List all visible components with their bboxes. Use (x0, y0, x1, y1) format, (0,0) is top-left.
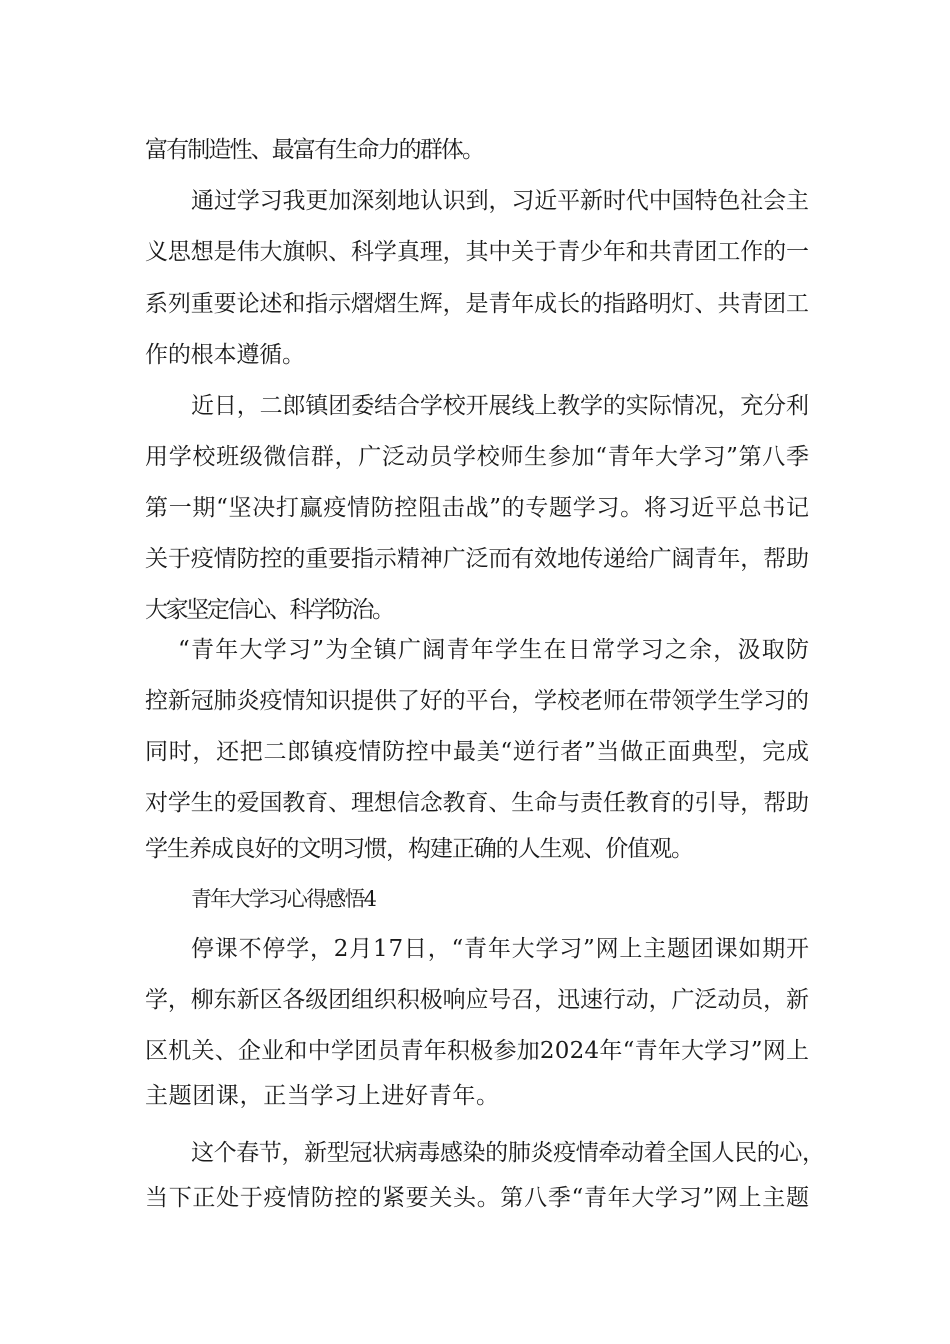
section-heading (0, 879, 950, 919)
text-line-content: 关于疫情防控的重要指示精神广泛而有效地传递给广阔青年，帮助 (145, 546, 809, 572)
text-line (0, 232, 950, 272)
text-line-content: 区机关、企业和中学团员青年积极参加2024年“青年大学习”网上 (145, 1038, 810, 1064)
section-heading-text: 青年大学习心得感悟4 (191, 887, 376, 911)
text-line (0, 681, 950, 721)
text-line-content: 当下正处于疫情防控的紧要关头。第八季“青年大学习”网上主题 (145, 1185, 810, 1211)
text-line-content: 停课不停学，2月17日，“青年大学习”网上主题团课如期开 (191, 936, 810, 962)
text-line (0, 1076, 950, 1116)
text-line-content: 系列重要论述和指示熠熠生辉，是青年成长的指路明灯、共青团工 (145, 291, 809, 317)
text-line (0, 284, 950, 324)
text-line-content: 作的根本遵循。 (145, 342, 305, 368)
text-line (0, 783, 950, 823)
text-line-content: 学生养成良好的文明习惯，构建正确的人生观、价值观。 (145, 836, 693, 862)
text-line-content: 这个春节，新型冠状病毒感染的肺炎疫情牵动着全国人民的心， (191, 1140, 825, 1166)
text-line (0, 1133, 950, 1173)
text-line (0, 539, 950, 579)
text-line-content: 富有制造性、最富有生命力的群体。 (145, 137, 484, 163)
text-line (0, 829, 950, 869)
text-line-content: 控新冠肺炎疫情知识提供了好的平台，学校老师在带领学生学习的 (145, 688, 809, 714)
text-line (0, 1178, 950, 1218)
text-line-content: 同时，还把二郎镇疫情防控中最美“逆行者”当做正面典型，完成 (145, 739, 810, 765)
text-line (0, 929, 950, 969)
text-line (0, 181, 950, 221)
text-line (0, 130, 950, 170)
text-line (0, 1031, 950, 1071)
text-line (0, 386, 950, 426)
text-line-content: 通过学习我更加深刻地认识到，习近平新时代中国特色社会主 (191, 188, 809, 214)
text-line-content: “青年大学习”为全镇广阔青年学生在日常学习之余，汲取防 (178, 637, 811, 663)
text-line (0, 732, 950, 772)
text-line-content: 义思想是伟大旗帜、科学真理，其中关于青少年和共青团工作的一 (145, 239, 809, 265)
text-line-content: 近日，二郎镇团委结合学校开展线上教学的实际情况，充分利 (191, 393, 809, 419)
text-line (0, 437, 950, 477)
text-line (0, 630, 950, 670)
text-line-content: 主题团课，正当学习上进好青年。 (145, 1083, 500, 1109)
text-line-content: 第一期“坚决打赢疫情防控阻击战”的专题学习。将习近平总书记 (145, 495, 810, 521)
text-line (0, 488, 950, 528)
text-line (0, 335, 950, 375)
text-line (0, 980, 950, 1020)
text-line-content: 学，柳东新区各级团组织积极响应号召，迅速行动，广泛动员，新 (145, 987, 809, 1013)
text-line-content: 对学生的爱国教育、理想信念教育、生命与责任教育的引导，帮助 (145, 790, 809, 816)
text-line-content: 大家坚定信心、科学防治。 (145, 597, 393, 623)
text-line-content: 用学校班级微信群，广泛动员学校师生参加“青年大学习”第八季 (145, 444, 810, 470)
text-line (0, 590, 950, 630)
